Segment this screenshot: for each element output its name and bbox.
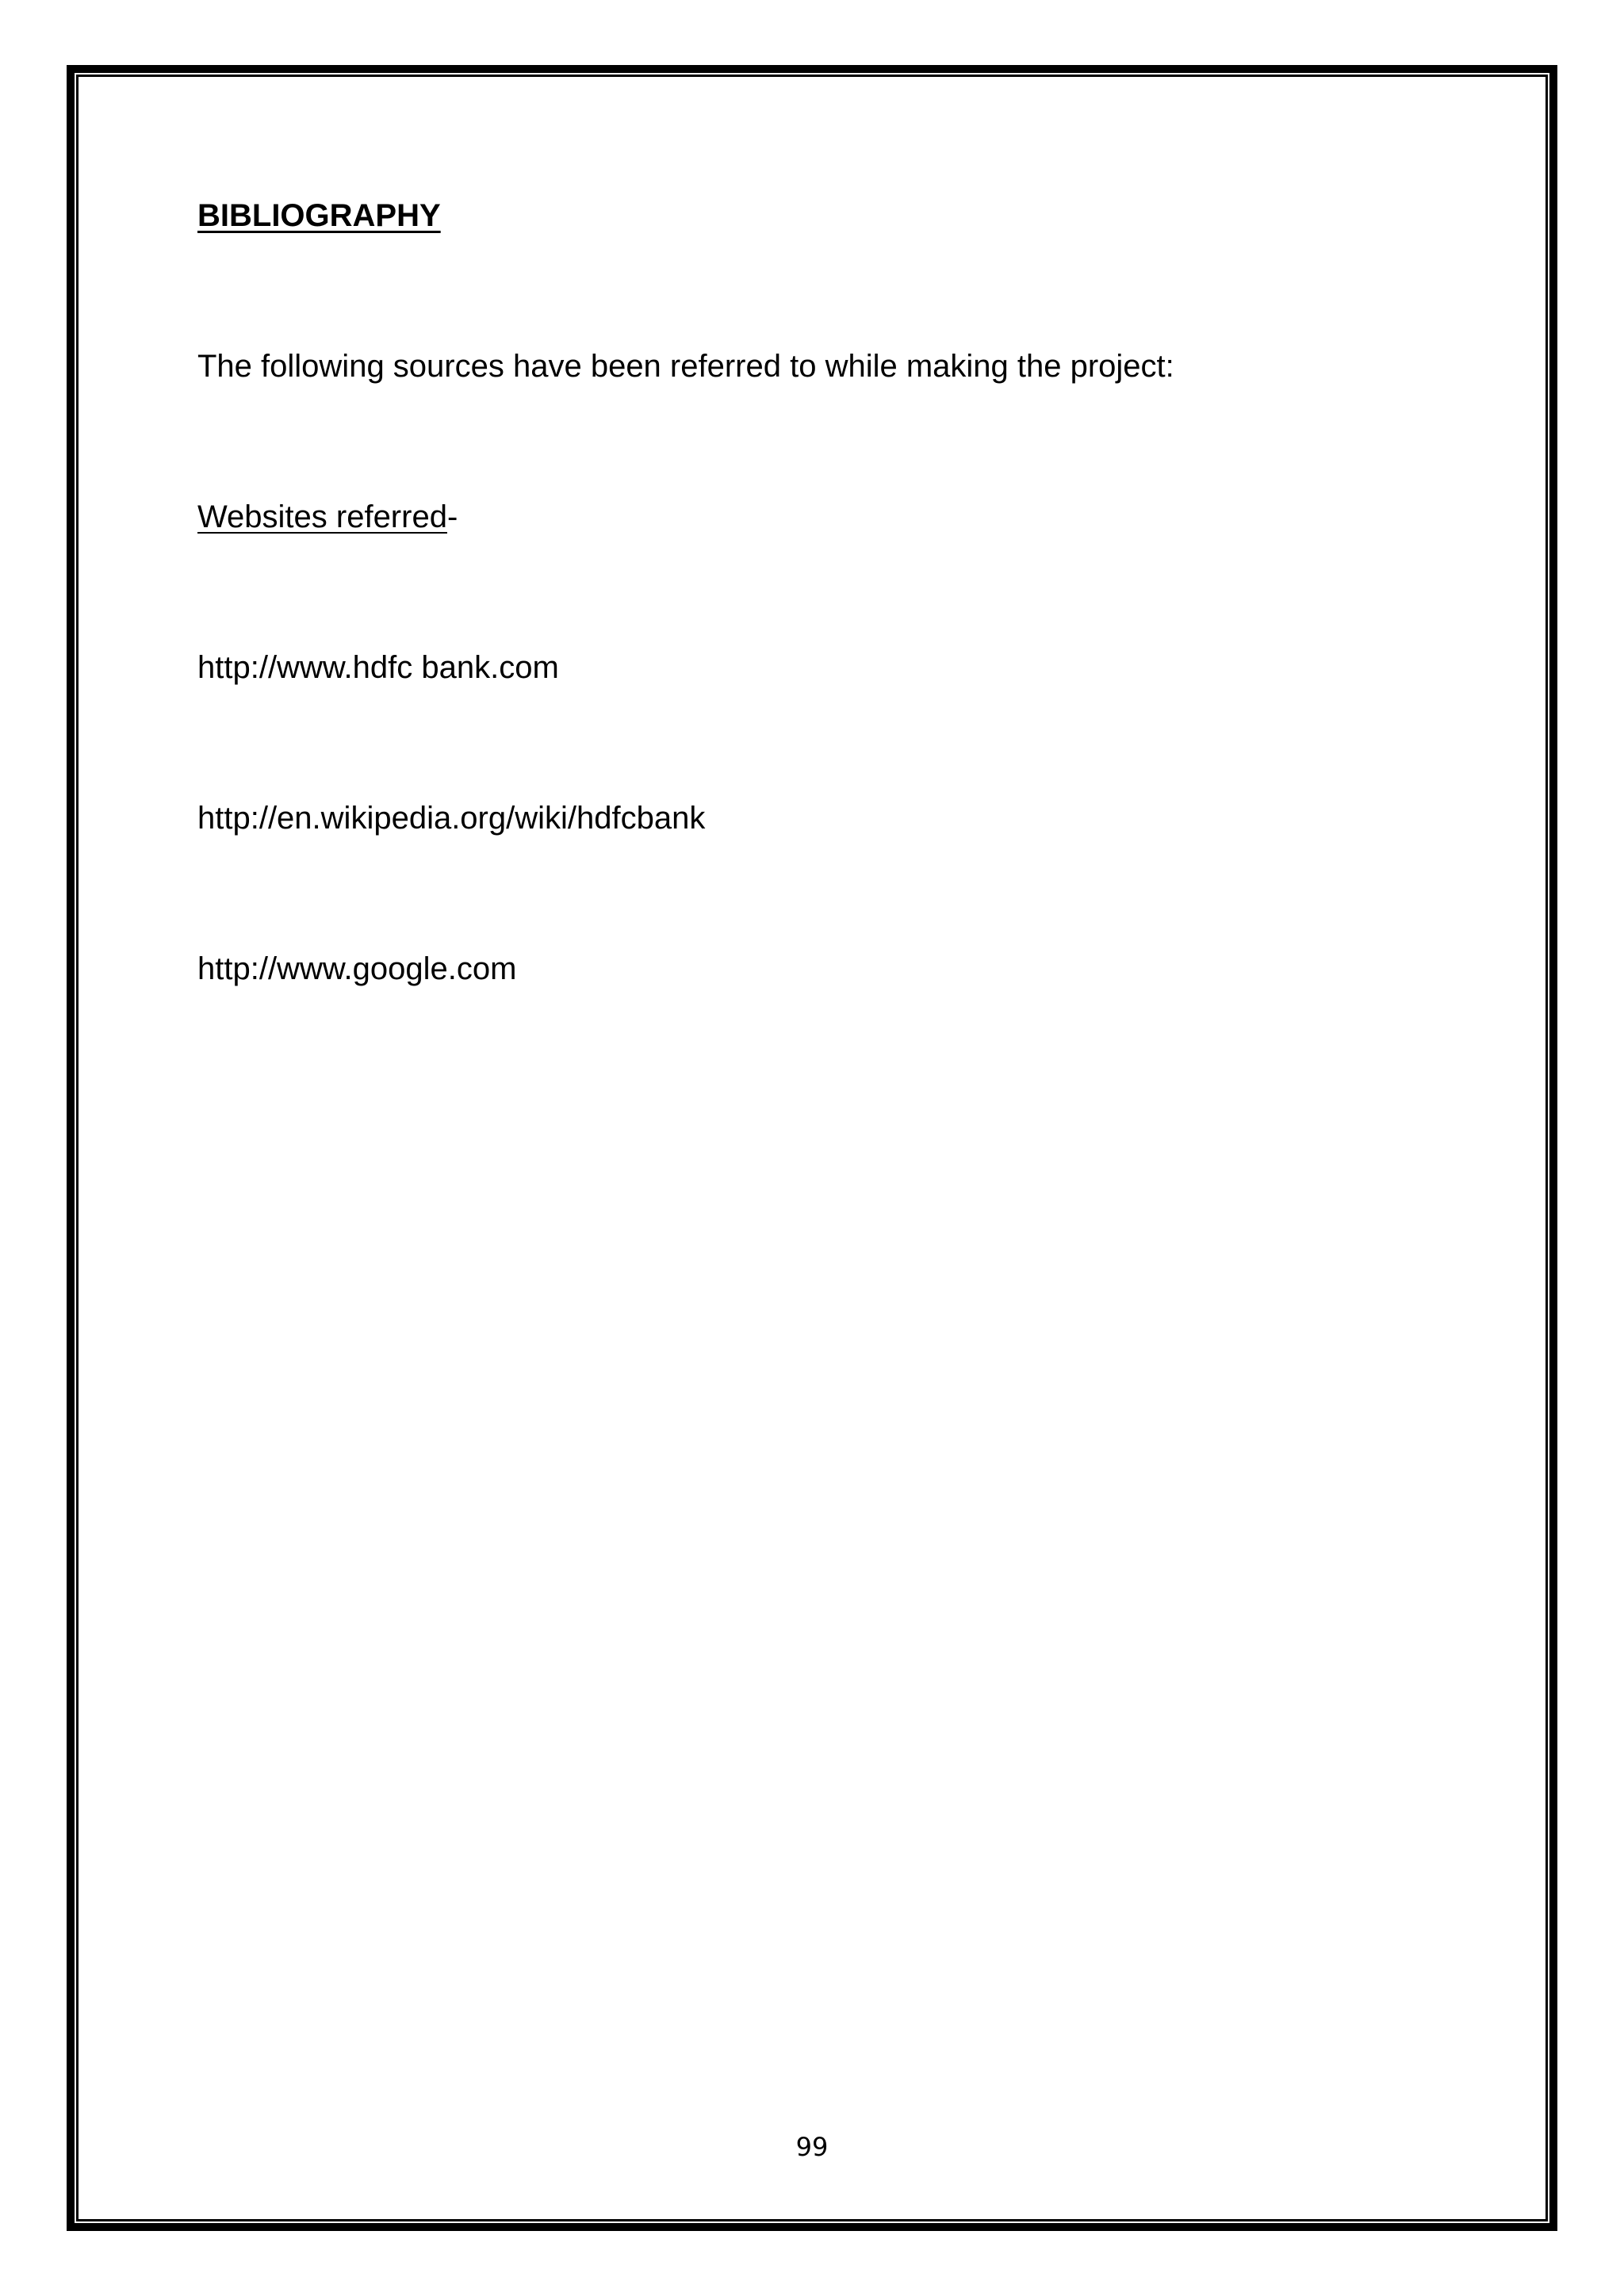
websites-referred-label: [197, 498, 458, 536]
websites-referred-dash: -: [446, 499, 458, 534]
bibliography-heading: BIBLIOGRAPHY: [197, 198, 441, 233]
website-url-google: http://www.google.com: [197, 951, 517, 986]
websites-referred-text: Websites referred: [197, 499, 447, 534]
page-number: 99: [795, 2132, 829, 2162]
website-url-wikipedia: http://en.wikipedia.org/wiki/hdfcbank: [197, 801, 706, 836]
intro-paragraph: The following sources have been referred to while making the project:: [197, 349, 1174, 384]
page-border-inner: [76, 75, 1548, 2221]
website-url-hdfc: http://www.hdfc bank.com: [197, 650, 559, 685]
